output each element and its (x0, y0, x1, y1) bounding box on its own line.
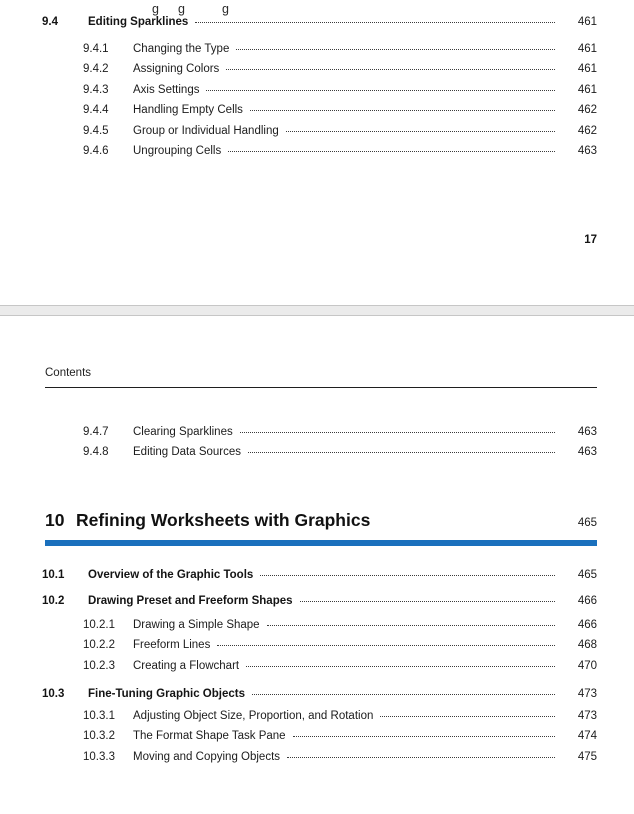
toc-entry-row[interactable] (42, 706, 597, 726)
section-number: 10.2.1 (83, 618, 115, 631)
page-break-divider (0, 305, 634, 316)
section-number: 9.4.4 (83, 104, 109, 117)
chapter-heading-row[interactable] (45, 509, 597, 531)
section-title: Clearing Sparklines (133, 426, 233, 438)
page-ref: 466 (577, 618, 597, 631)
toc-entry-row[interactable] (42, 80, 597, 100)
section-number: 9.4.7 (83, 426, 109, 438)
section-number: 9.4.8 (83, 446, 109, 459)
toc-entry-row[interactable] (42, 422, 597, 442)
page-ref: 463 (577, 426, 597, 438)
clipped-text-fragment: g (222, 2, 229, 16)
toc-entry-row[interactable] (42, 121, 597, 141)
toc-entry-row[interactable] (42, 683, 597, 705)
page-ref: 461 (577, 43, 597, 55)
chapter-number: 10 (45, 509, 65, 530)
page-ref: 463 (577, 144, 597, 157)
page-ref: 465 (577, 516, 597, 529)
section-number: 10.3.2 (83, 730, 115, 743)
toc-entry-row[interactable] (42, 59, 597, 79)
section-title: Creating a Flowchart (133, 659, 240, 672)
section-number: 9.4.5 (83, 124, 109, 137)
section-title: Ungrouping Cells (133, 144, 222, 157)
toc-entry-row[interactable] (42, 590, 597, 612)
chapter-title: Refining Worksheets with Graphics (76, 509, 371, 530)
section-title: The Format Shape Task Pane (133, 730, 286, 743)
section-number: 10.2.3 (83, 659, 115, 672)
toc-entry-row[interactable] (42, 747, 597, 767)
section-number: 10.3.3 (83, 750, 115, 763)
clipped-line (0, 2, 634, 17)
running-head: Contents (45, 367, 92, 379)
toc-entry-row[interactable] (42, 726, 597, 746)
section-title: Editing Sparklines (88, 16, 189, 28)
toc-entry-row[interactable] (42, 442, 597, 462)
section-title: Drawing Preset and Freeform Shapes (88, 594, 293, 607)
dot-leader (217, 645, 555, 646)
dot-leader (240, 432, 555, 433)
dot-leader (195, 22, 555, 23)
page-ref: 461 (577, 16, 597, 28)
page-ref: 470 (577, 659, 597, 672)
dot-leader (246, 666, 555, 667)
section-number: 9.4 (42, 16, 58, 28)
section-title: Freeform Lines (133, 639, 211, 652)
section-title: Drawing a Simple Shape (133, 618, 260, 631)
dot-leader (252, 694, 555, 695)
dot-leader (267, 625, 555, 626)
section-number: 10.3 (42, 687, 65, 700)
page-ref: 462 (577, 104, 597, 117)
toc-entry-row[interactable] (42, 100, 597, 120)
section-title: Handling Empty Cells (133, 104, 243, 117)
section-number: 9.4.6 (83, 144, 109, 157)
page-ref: 473 (577, 687, 597, 700)
toc-entry-row[interactable] (42, 564, 597, 586)
page-ref: 475 (577, 750, 597, 763)
dot-leader (248, 452, 555, 453)
toc-entry-row[interactable] (42, 615, 597, 635)
section-number: 9.4.1 (83, 43, 109, 55)
section-title: Adjusting Object Size, Proportion, and Rotation (133, 709, 374, 722)
section-title: Changing the Type (133, 43, 230, 55)
section-number: 10.2 (42, 594, 65, 607)
section-title: Overview of the Graphic Tools (88, 568, 254, 581)
dot-leader (286, 131, 555, 132)
page-ref: 468 (577, 639, 597, 652)
toc-entry-row[interactable] (42, 656, 597, 676)
section-title: Axis Settings (133, 83, 200, 96)
toc-page-bottom (0, 366, 634, 814)
dot-leader (206, 90, 555, 91)
dot-leader (260, 575, 555, 576)
dot-leader (226, 69, 555, 70)
page-ref: 466 (577, 594, 597, 607)
page-ref: 465 (577, 568, 597, 581)
dot-leader (250, 110, 555, 111)
section-title: Group or Individual Handling (133, 124, 279, 137)
section-number: 10.1 (42, 568, 65, 581)
dot-leader (236, 49, 555, 50)
chapter-accent-rule (45, 540, 597, 546)
page-ref: 461 (577, 63, 597, 76)
dot-leader (228, 151, 555, 152)
toc-entry-row[interactable] (42, 141, 597, 161)
page-ref: 463 (577, 446, 597, 459)
dot-leader (300, 601, 555, 602)
dot-leader (380, 716, 555, 717)
page-ref: 473 (577, 709, 597, 722)
section-title: Moving and Copying Objects (133, 750, 281, 763)
section-number: 9.4.3 (83, 83, 109, 96)
section-number: 10.3.1 (83, 709, 115, 722)
page-ref: 462 (577, 124, 597, 137)
clipped-text-fragment: g (178, 2, 185, 16)
toc-page-top (0, 2, 634, 305)
section-title: Assigning Colors (133, 63, 220, 76)
toc-entry-row[interactable] (42, 635, 597, 655)
dot-leader (293, 736, 555, 737)
running-head-rule (45, 387, 597, 388)
clipped-text-fragment: g (152, 2, 159, 16)
dot-leader (287, 757, 555, 758)
section-title: Editing Data Sources (133, 446, 242, 459)
section-title: Fine-Tuning Graphic Objects (88, 687, 245, 700)
page-number: 17 (584, 234, 597, 247)
toc-entry-row[interactable] (42, 39, 597, 59)
page-ref: 461 (577, 83, 597, 96)
section-number: 9.4.2 (83, 63, 109, 76)
page-ref: 474 (577, 730, 597, 743)
section-number: 10.2.2 (83, 639, 115, 652)
